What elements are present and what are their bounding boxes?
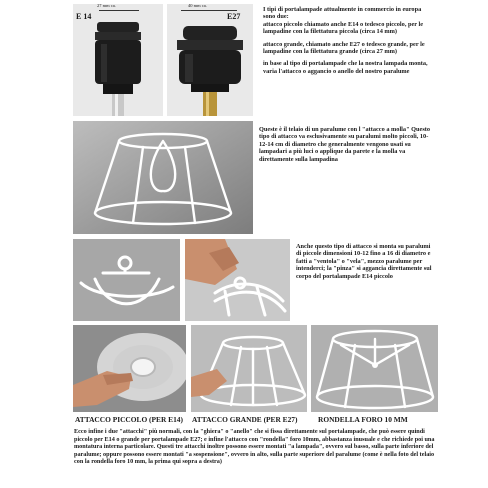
large-ring-photo <box>191 325 307 412</box>
bottom-text: Ecco infine i due "attacchi" più normali, con la "ghiera" o "anello" che si fissa direttamente sul portalampade, che può essere quindi piccolo per E14 o grande per portalampade E27; e infine l'attacco con "rondella" foro 10mm, abbastanza inusuale e che richiede poi una montatura interna particolare. Questi tre attacchi inoltre possono essere montati "a lampada", ovvero sul basso, sulla parte inferiore del paralume; oppure possono essere montati "a sospensione", ovvero in alto, sulla parte superiore del paralume (come è nella foto del telaio con la rondella foro 10 mm, la prima qui sopra a destra) <box>74 428 435 466</box>
dimension-line-e27 <box>181 10 237 11</box>
top-paragraph-2: attacco piccolo chiamato anche E14 o tedesco piccolo, per le lampadine con la filettatura piccola (circa 14 mm) <box>263 20 424 36</box>
top-paragraph-1: I tipi di portalampade attualmente in commercio in europa sono due: <box>263 6 422 21</box>
clip-frame-photo <box>73 121 253 234</box>
pinza-hardware-photo <box>73 239 180 321</box>
pinza-hand-photo <box>185 239 290 321</box>
top-paragraph-4: in base al tipo di portalampade che la nostra lampada monta, varia l'attacco o aggancio o anello del nostro paralume <box>263 60 428 75</box>
caption-rondella: RONDELLA FORO 10 MM <box>318 415 408 424</box>
dimension-line-e14 <box>99 10 139 11</box>
caption-small-ring: ATTACCO PICCOLO (PER E14) <box>75 415 183 424</box>
dim-e27: 40 mm ca. <box>188 3 207 8</box>
pinza-text: Anche questo tipo di attacco si monta su paralumi di piccole dimensioni 10-12 fino a 16 di diametro e fatti a "ventola" o "vela", mezzo paralume per intenderci; la "pinza" si aggancia direttamente sul corpo del portalampade E14 piccolo <box>296 243 432 280</box>
label-e27: E27 <box>227 12 241 21</box>
top-intro-text <box>263 6 431 75</box>
caption-large-ring: ATTACCO GRANDE (PER E27) <box>192 415 298 424</box>
label-e14: E 14 <box>76 12 92 21</box>
clip-text: Queste è il telaio di un paralume con l "attacco a molla" Questo tipo di attacco va esclusivamente su paralumi molto piccoli, 10-12-14 cm di diametro che generalmente vengono usati su lampadari a più luci o applique da parete e la molla va direttamente sulla lampadina <box>259 126 431 163</box>
rondella-photo <box>311 325 438 412</box>
small-ring-photo <box>73 325 186 412</box>
top-paragraph-3: attacco grande, chiamato anche E27 o tedesco grande, per le lampadine con la filettatura grande (circa 27 mm) <box>263 40 425 56</box>
dim-e14: 27 mm ca. <box>97 3 116 8</box>
